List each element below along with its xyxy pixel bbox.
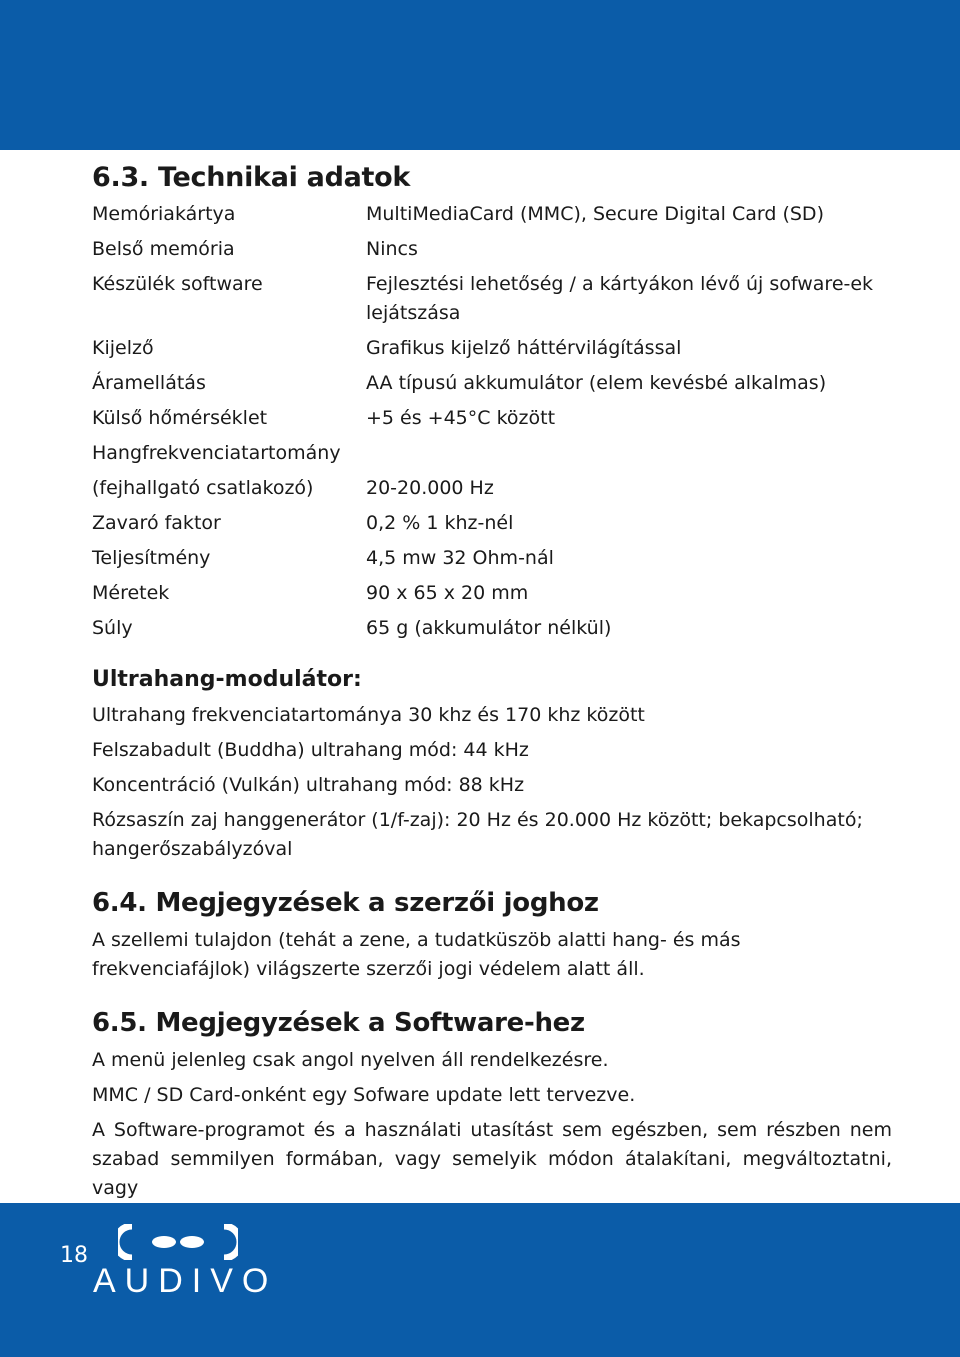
- spec-row: [92, 579, 892, 608]
- spec-value: [366, 439, 892, 468]
- ultrasound-heading: Ultrahang-modulátor:: [92, 667, 362, 692]
- ultrasound-line: Rózsaszín zaj hanggenerátor (1/f-zaj): 20 Hz és 20.000 Hz között; bekapcsolható; hangerőszabályzóval: [92, 809, 863, 860]
- ultrasound-line: Ultrahang frekvenciatartománya 30 khz és 170 khz között: [92, 704, 645, 726]
- spec-value: 0,2 % 1 khz-nél: [366, 512, 514, 534]
- spec-value: +5 és +45°C között: [366, 407, 556, 429]
- spec-label: Áramellátás: [92, 372, 206, 394]
- spec-value: Nincs: [366, 238, 418, 260]
- section-title-copyright: 6.4. Megjegyzések a szerzői joghoz: [92, 888, 599, 918]
- spec-row: [92, 614, 892, 643]
- spec-label: Belső memória: [92, 238, 235, 260]
- spec-value: Grafikus kijelző háttérvilágítással: [366, 337, 682, 359]
- software-line: A menü jelenleg csak angol nyelven áll rendelkezésre.: [92, 1049, 609, 1071]
- spec-list: [92, 200, 892, 643]
- ultrasound-line: Felszabadult (Buddha) ultrahang mód: 44 kHz: [92, 739, 529, 761]
- page-number: 18: [60, 1243, 88, 1268]
- spec-row: [92, 235, 892, 264]
- spec-row: [92, 544, 892, 573]
- section-title-technical-data: 6.3. Technikai adatok: [92, 162, 411, 193]
- spec-label: Kijelző: [92, 337, 154, 359]
- ultrasound-line: Koncentráció (Vulkán) ultrahang mód: 88 kHz: [92, 774, 525, 796]
- spec-label: Teljesítmény: [92, 547, 211, 569]
- spec-row: [92, 200, 892, 229]
- section-title-software: 6.5. Megjegyzések a Software-hez: [92, 1008, 585, 1038]
- ultrasound-lines: [92, 701, 892, 864]
- page-content: [92, 160, 892, 1209]
- header-band: [0, 0, 960, 150]
- audivo-logo-icon: [118, 1224, 238, 1260]
- spec-value: 20-20.000 Hz: [366, 477, 494, 499]
- spec-value: AA típusú akkumulátor (elem kevésbé alkalmas): [366, 372, 827, 394]
- spec-row: [92, 334, 892, 363]
- software-line: A Software-programot és a használati utasítást sem egészben, sem részben nem szabad semmilyen formában, vagy semelyik módon átalakítani, megváltoztatni, vagy: [92, 1119, 892, 1199]
- spec-label: Készülék software: [92, 273, 263, 295]
- software-lines: [92, 1046, 892, 1203]
- spec-label: Súly: [92, 617, 133, 639]
- spec-label: Hangfrekvenciatartomány: [92, 442, 341, 464]
- spec-row: [92, 404, 892, 433]
- spec-label: Külső hőmérséklet: [92, 407, 268, 429]
- audivo-logo-text: AUDIVO: [93, 1262, 278, 1300]
- spec-row: [92, 509, 892, 538]
- spec-value: Fejlesztési lehetőség / a kártyákon lévő új sofware-ek lejátszása: [366, 273, 874, 324]
- spec-label: Zavaró faktor: [92, 512, 221, 534]
- spec-label: (fejhallgató csatlakozó): [92, 477, 314, 499]
- copyright-text: A szellemi tulajdon (tehát a zene, a tudatküszöb alatti hang- és más frekvenciafájlok) világszerte szerzői jogi védelem alatt áll.: [92, 929, 741, 980]
- spec-value: 90 x 65 x 20 mm: [366, 582, 529, 604]
- spec-label: Méretek: [92, 582, 170, 604]
- software-line: MMC / SD Card-onként egy Sofware update lett tervezve.: [92, 1084, 636, 1106]
- spec-value: 65 g (akkumulátor nélkül): [366, 617, 612, 639]
- spec-value: 4,5 mw 32 Ohm-nál: [366, 547, 554, 569]
- spec-row: [92, 439, 892, 468]
- spec-row: [92, 369, 892, 398]
- spec-row: [92, 474, 892, 503]
- spec-value: MultiMediaCard (MMC), Secure Digital Card (SD): [366, 203, 824, 225]
- spec-label: Memóriakártya: [92, 203, 236, 225]
- spec-row: [92, 270, 892, 328]
